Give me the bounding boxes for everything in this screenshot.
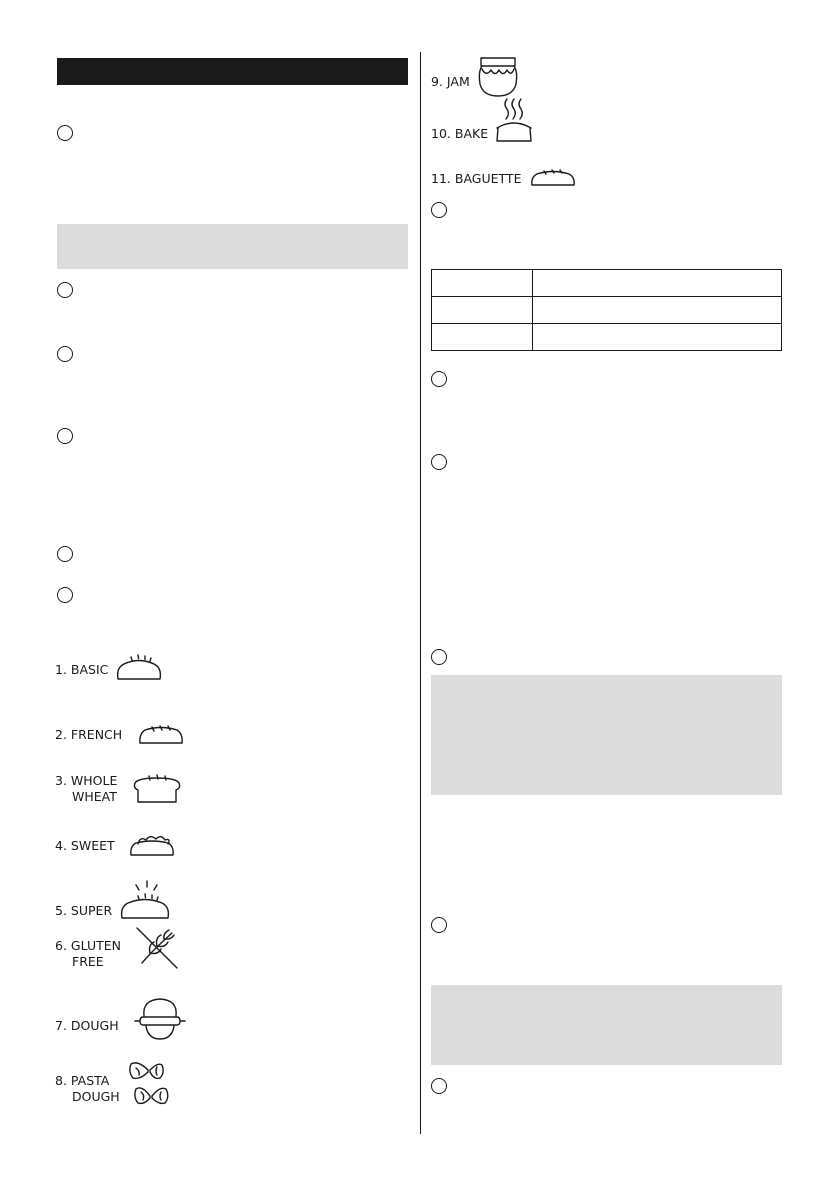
bake-steaming-dish-icon xyxy=(493,97,535,145)
step-marker-7 xyxy=(431,202,447,218)
pasta-bowtie-icon xyxy=(128,1058,174,1108)
note-box-1 xyxy=(57,224,408,269)
step-marker-11 xyxy=(431,917,447,933)
note-box-2 xyxy=(431,675,782,795)
step-marker-1 xyxy=(57,125,73,141)
jam-jar-icon xyxy=(477,54,519,98)
program-super-label: 5. SUPER xyxy=(55,903,113,918)
french-loaf-icon xyxy=(137,724,185,746)
program-pasta-dough-label: 8. PASTA DOUGH xyxy=(55,1073,120,1104)
step-marker-4 xyxy=(57,428,73,444)
sweet-loaf-icon xyxy=(128,832,176,858)
baguette-icon xyxy=(529,168,577,188)
dough-rolling-pin-icon xyxy=(134,996,186,1042)
program-baguette-label: 11. BAGUETTE xyxy=(431,171,522,186)
table-row xyxy=(432,297,782,324)
program-bake-label: 10. BAKE xyxy=(431,126,489,141)
table-row xyxy=(432,270,782,297)
program-french-label: 2. FRENCH xyxy=(55,727,123,742)
step-marker-6 xyxy=(57,587,73,603)
settings-table xyxy=(431,269,782,351)
program-basic-label: 1. BASIC xyxy=(55,662,109,677)
whole-wheat-loaf-icon xyxy=(132,774,182,804)
step-marker-12 xyxy=(431,1078,447,1094)
program-gluten-free-label: 6. GLUTEN FREE xyxy=(55,938,121,969)
step-marker-2 xyxy=(57,282,73,298)
step-marker-10 xyxy=(431,649,447,665)
basic-loaf-icon xyxy=(115,652,163,682)
program-dough-label: 7. DOUGH xyxy=(55,1018,119,1033)
program-whole-wheat-label: 3. WHOLE WHEAT xyxy=(55,773,118,804)
program-jam-label: 9. JAM xyxy=(431,74,470,89)
step-marker-3 xyxy=(57,346,73,362)
note-box-3 xyxy=(431,985,782,1065)
program-sweet-label: 4. SWEET xyxy=(55,838,115,853)
step-marker-9 xyxy=(431,454,447,470)
table-row xyxy=(432,324,782,351)
gluten-free-wheat-icon xyxy=(134,925,180,971)
super-rapid-loaf-icon xyxy=(119,880,171,922)
column-divider xyxy=(420,52,421,1134)
step-marker-5 xyxy=(57,546,73,562)
section-header-bar xyxy=(57,58,408,85)
step-marker-8 xyxy=(431,371,447,387)
